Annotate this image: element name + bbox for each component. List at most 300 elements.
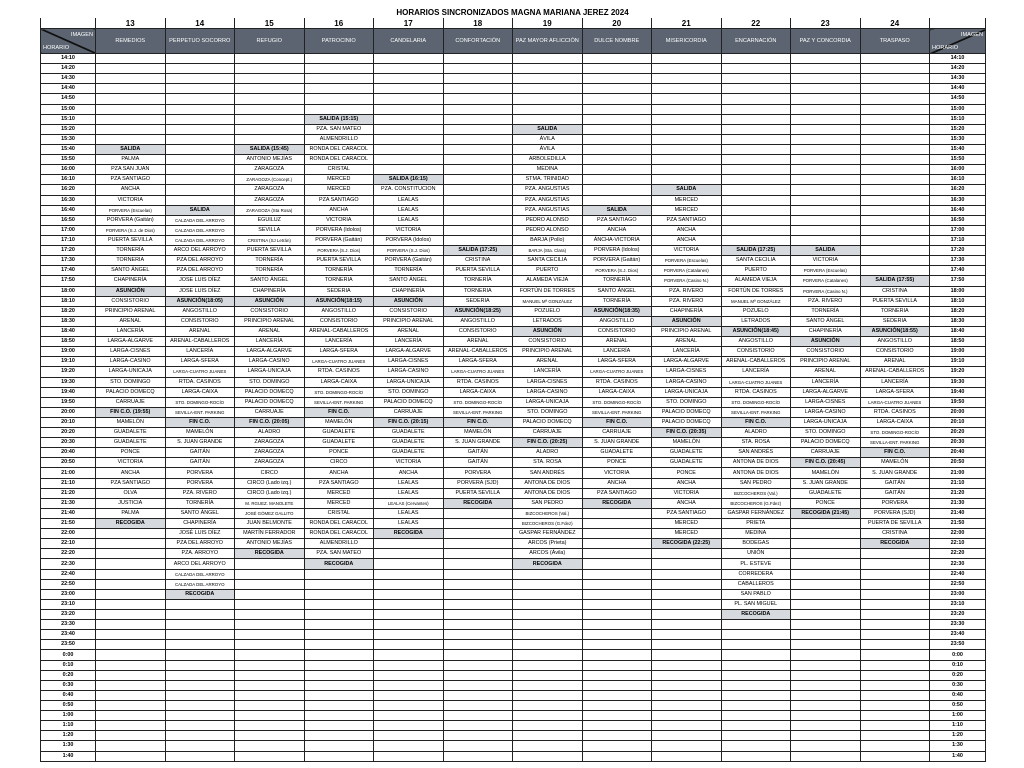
time-label-left: 20:30	[41, 438, 96, 448]
schedule-cell: CHAPINERÍA	[165, 519, 235, 529]
schedule-cell: SEVILLA-ENT. PARKING	[860, 438, 930, 448]
schedule-cell: STO. DOMINGO	[235, 377, 305, 387]
schedule-cell: RTDA. CASINOS	[860, 407, 930, 417]
empty-cell	[513, 54, 583, 64]
schedule-cell: PZA DEL ARROYO	[165, 256, 235, 266]
time-row	[41, 144, 986, 154]
schedule-cell: SANTA CECILIA	[721, 256, 791, 266]
empty-cell	[374, 165, 444, 175]
schedule-cell: CIRCO (Lado izq.)	[235, 488, 305, 498]
empty-cell	[96, 650, 166, 660]
schedule-cell: LANCERÍA	[652, 347, 722, 357]
empty-cell	[860, 74, 930, 84]
schedule-cell: TORNERÍA	[791, 306, 861, 316]
schedule-cell: CONSISTORIO	[165, 316, 235, 326]
time-label-right: 22:30	[930, 559, 986, 569]
time-label-right: 18:00	[930, 286, 986, 296]
empty-cell	[652, 680, 722, 690]
empty-cell	[235, 670, 305, 680]
schedule-cell: PRINCIPIO ARENAL	[235, 316, 305, 326]
schedule-cell: ARCO DEL ARROYO	[165, 559, 235, 569]
schedule-cell: ZARAGOZA	[235, 185, 305, 195]
empty-cell	[721, 701, 791, 711]
schedule-cell: STO. DOMINGO-ROCÍO	[721, 397, 791, 407]
empty-cell	[374, 104, 444, 114]
empty-cell	[96, 124, 166, 134]
empty-cell	[96, 94, 166, 104]
empty-cell	[513, 579, 583, 589]
schedule-cell: PL. ESTEVE	[721, 559, 791, 569]
schedule-cell: PORVERA (Casino N.)	[652, 276, 722, 286]
empty-cell	[652, 124, 722, 134]
schedule-cell: SANTO ÁNGEL	[235, 276, 305, 286]
time-row	[41, 428, 986, 438]
time-label-right: 14:20	[930, 64, 986, 74]
empty-cell	[235, 721, 305, 731]
schedule-cell: PZA SANTIAGO	[96, 478, 166, 488]
schedule-cell: LEALAS	[374, 519, 444, 529]
empty-cell	[513, 610, 583, 620]
schedule-cell: MAMELÓN	[791, 468, 861, 478]
schedule-cell: PUERTA DE SEVILLA	[860, 519, 930, 529]
schedule-cell: RONDA DEL CARACOL	[304, 529, 374, 539]
column-name: ENCARNACIÓN	[721, 29, 791, 54]
schedule-cell: ANTONIO MEJÍAS	[235, 539, 305, 549]
empty-cell	[165, 741, 235, 751]
time-row	[41, 104, 986, 114]
time-label-right: 23:40	[930, 630, 986, 640]
empty-cell	[374, 630, 444, 640]
empty-cell	[235, 579, 305, 589]
empty-cell	[860, 640, 930, 650]
schedule-cell: PZA SANTIAGO	[96, 175, 166, 185]
column-name: TRASPASO	[860, 29, 930, 54]
schedule-cell: ALADRO	[513, 448, 583, 458]
schedule-cell: LARGA-CAIXA	[860, 417, 930, 427]
schedule-cell: LARGA-SFERA	[443, 357, 513, 367]
time-label-left: 18:40	[41, 326, 96, 336]
schedule-cell: CONSISTORIO	[582, 326, 652, 336]
time-row	[41, 205, 986, 215]
column-name: REMEDIOS	[96, 29, 166, 54]
schedule-cell: LANCERÍA	[513, 367, 583, 377]
empty-cell	[721, 134, 791, 144]
schedule-cell: ARENAL	[443, 337, 513, 347]
schedule-cell: SAN PEDRO	[513, 498, 583, 508]
empty-cell	[443, 559, 513, 569]
schedule-cell: CIRCO (Lado izq.)	[235, 478, 305, 488]
empty-cell	[860, 84, 930, 94]
schedule-cell: ANCHA	[304, 205, 374, 215]
schedule-cell: SEVILLA-ENT. PARKING	[165, 407, 235, 417]
schedule-cell: TORNERÍA	[582, 276, 652, 286]
column-number: 17	[374, 18, 444, 29]
empty-cell	[235, 690, 305, 700]
schedule-cell: PONCE	[791, 498, 861, 508]
schedule-cell: PORVERA (Catalanes)	[652, 266, 722, 276]
schedule-cell: RONDA DEL CARACOL	[304, 144, 374, 154]
schedule-cell: ARENAL-CABALLEROS	[443, 347, 513, 357]
empty-cell	[652, 731, 722, 741]
schedule-cell: STO. DOMINGO-ROCÍO	[165, 397, 235, 407]
schedule-cell: MERCED	[652, 529, 722, 539]
schedule-cell: SEVILLA	[235, 225, 305, 235]
schedule-cell: GUADALETE	[304, 438, 374, 448]
schedule-cell: LARGA-CUATRO JUANES	[165, 367, 235, 377]
empty-cell	[860, 579, 930, 589]
empty-cell	[443, 599, 513, 609]
schedule-cell: STO. DOMINGO-ROCÍO	[304, 387, 374, 397]
empty-cell	[721, 650, 791, 660]
schedule-cell: PUERTA SEVILLA	[96, 235, 166, 245]
empty-cell	[791, 610, 861, 620]
time-label-right: 18:30	[930, 316, 986, 326]
time-row	[41, 306, 986, 316]
schedule-cell: CONSISTORIO	[860, 347, 930, 357]
schedule-cell: PORVERA (Gaitán)	[582, 256, 652, 266]
time-row	[41, 215, 986, 225]
time-label-left: 22:30	[41, 559, 96, 569]
schedule-cell: FIN C.O.	[582, 417, 652, 427]
empty-cell	[582, 175, 652, 185]
schedule-cell: CARRUAJE	[582, 428, 652, 438]
time-row	[41, 377, 986, 387]
schedule-cell: ZARAGOZA	[235, 195, 305, 205]
schedule-cell: GUADALETE	[652, 458, 722, 468]
empty-cell	[860, 721, 930, 731]
schedule-cell: MERCED	[652, 519, 722, 529]
time-row	[41, 670, 986, 680]
schedule-cell: S. JUAN GRANDE	[165, 438, 235, 448]
empty-cell	[165, 670, 235, 680]
schedule-cell: CIRCO	[235, 468, 305, 478]
empty-cell	[235, 640, 305, 650]
empty-cell	[791, 175, 861, 185]
time-label-left: 17:20	[41, 246, 96, 256]
schedule-cell: ASUNCIÓN	[374, 296, 444, 306]
time-label-right: 20:30	[930, 438, 986, 448]
column-name: PAZ MAYOR AFLICCIÓN	[513, 29, 583, 54]
schedule-cell: SAN ANDRÉS	[513, 468, 583, 478]
column-number: 24	[860, 18, 930, 29]
time-label-right: 23:20	[930, 610, 986, 620]
empty-cell	[721, 94, 791, 104]
empty-cell	[443, 205, 513, 215]
schedule-cell: MERCED	[304, 185, 374, 195]
empty-cell	[791, 680, 861, 690]
schedule-cell: ALAMEDA VIEJA	[513, 276, 583, 286]
time-row	[41, 367, 986, 377]
time-label-right: 20:20	[930, 428, 986, 438]
time-row	[41, 84, 986, 94]
empty-cell	[165, 155, 235, 165]
schedule-cell: RECOGIDA	[304, 559, 374, 569]
time-label-right: 0:20	[930, 670, 986, 680]
schedule-cell: ANGOSTILLO	[721, 337, 791, 347]
empty-cell	[860, 94, 930, 104]
time-label-right: 20:50	[930, 458, 986, 468]
empty-cell	[721, 74, 791, 84]
schedule-cell: ARENAL	[165, 326, 235, 336]
schedule-cell: PZA. ANGUSTIAS	[513, 185, 583, 195]
schedule-cell: BIZCOCHEROS (G.Fdez)	[721, 498, 791, 508]
schedule-cell: LARGA-CASINO	[513, 387, 583, 397]
schedule-cell: ASUNCIÓN(18:45)	[721, 326, 791, 336]
empty-cell	[513, 711, 583, 721]
time-row	[41, 407, 986, 417]
empty-cell	[791, 134, 861, 144]
empty-cell	[791, 519, 861, 529]
schedule-cell: ASUNCIÓN	[96, 286, 166, 296]
empty-cell	[860, 215, 930, 225]
empty-cell	[791, 731, 861, 741]
schedule-cell: RECOGIDA	[582, 498, 652, 508]
empty-cell	[304, 630, 374, 640]
empty-cell	[304, 64, 374, 74]
schedule-cell: PORVERA (Escuelas)	[96, 205, 166, 215]
empty-cell	[96, 54, 166, 64]
time-row	[41, 468, 986, 478]
time-label-left: 0:20	[41, 670, 96, 680]
empty-cell	[860, 165, 930, 175]
time-label-left: 15:00	[41, 104, 96, 114]
schedule-cell: JOSÉ LUIS DÍEZ	[165, 529, 235, 539]
time-row	[41, 357, 986, 367]
empty-cell	[721, 630, 791, 640]
schedule-cell: SALIDA (17:25)	[721, 246, 791, 256]
time-label-left: 16:20	[41, 185, 96, 195]
time-label-right: 19:10	[930, 357, 986, 367]
schedule-cell: LARGA-CAIXA	[165, 387, 235, 397]
schedule-cell: GAITÁN	[860, 478, 930, 488]
time-label-left: 21:40	[41, 508, 96, 518]
empty-cell	[443, 610, 513, 620]
time-label-left: 15:30	[41, 134, 96, 144]
empty-cell	[652, 569, 722, 579]
empty-cell	[96, 84, 166, 94]
empty-cell	[235, 84, 305, 94]
empty-cell	[652, 741, 722, 751]
empty-cell	[96, 670, 166, 680]
time-label-right: 16:10	[930, 175, 986, 185]
empty-cell	[374, 620, 444, 630]
schedule-cell: FIN C.O. (20:35)	[652, 428, 722, 438]
schedule-cell: LARGA-UNICAJA	[513, 397, 583, 407]
schedule-cell: PALACIO DOMECQ	[513, 417, 583, 427]
schedule-cell: LARGA-CUATRO JUANES	[443, 367, 513, 377]
schedule-cell: PORVERA (Idolos)	[304, 225, 374, 235]
schedule-cell: LARGA-CAIXA	[582, 387, 652, 397]
schedule-cell: ARENAL-CABALLEROS	[165, 337, 235, 347]
time-row	[41, 620, 986, 630]
schedule-cell: PZA SANTIAGO	[304, 478, 374, 488]
empty-cell	[235, 680, 305, 690]
empty-cell	[652, 559, 722, 569]
schedule-cell: FIN C.O. (20:15)	[374, 417, 444, 427]
empty-cell	[652, 670, 722, 680]
schedule-cell: PONCE	[304, 448, 374, 458]
schedule-cell: PEDRO ALONSO	[513, 215, 583, 225]
schedule-cell: PZA. RIVERO	[791, 296, 861, 306]
empty-cell	[165, 630, 235, 640]
empty-cell	[96, 741, 166, 751]
time-label-right: 22:00	[930, 529, 986, 539]
time-label-left: 23:10	[41, 599, 96, 609]
schedule-cell: CALZADA DEL ARROYO	[165, 225, 235, 235]
time-label-left: 19:00	[41, 347, 96, 357]
empty-cell	[791, 650, 861, 660]
time-label-left: 21:00	[41, 468, 96, 478]
empty-cell	[443, 185, 513, 195]
empty-cell	[304, 74, 374, 84]
time-label-right: 19:30	[930, 377, 986, 387]
empty-cell	[235, 711, 305, 721]
schedule-cell: LARGA-CISNES	[96, 347, 166, 357]
schedule-cell: ANGOSTILLO	[860, 337, 930, 347]
time-label-left: 21:10	[41, 478, 96, 488]
time-row	[41, 276, 986, 286]
empty-cell	[443, 620, 513, 630]
time-label-left: 17:50	[41, 276, 96, 286]
empty-cell	[96, 549, 166, 559]
schedule-cell: PORVERA (Gaitán)	[304, 235, 374, 245]
empty-cell	[443, 54, 513, 64]
empty-cell	[721, 235, 791, 245]
time-label-right: 22:50	[930, 579, 986, 589]
empty-cell	[721, 114, 791, 124]
empty-cell	[860, 246, 930, 256]
empty-cell	[443, 711, 513, 721]
schedule-cell: TORNERÍA	[304, 266, 374, 276]
time-row	[41, 498, 986, 508]
empty-cell	[96, 680, 166, 690]
empty-cell	[96, 114, 166, 124]
schedule-cell: SALIDA (17:55)	[860, 276, 930, 286]
empty-cell	[443, 114, 513, 124]
time-label-right: 22:20	[930, 549, 986, 559]
empty-cell	[374, 64, 444, 74]
schedule-cell: VICTORIA	[96, 195, 166, 205]
schedule-cell: RECOGIDA	[374, 529, 444, 539]
table-header	[41, 18, 986, 54]
empty-cell	[304, 94, 374, 104]
empty-cell	[582, 144, 652, 154]
empty-cell	[721, 165, 791, 175]
empty-cell	[791, 165, 861, 175]
schedule-cell: ASUNCIÓN(18:15)	[304, 296, 374, 306]
schedule-cell: ARENAL	[652, 337, 722, 347]
schedule-cell: GUADALETE	[96, 428, 166, 438]
empty-cell	[582, 134, 652, 144]
schedule-cell: VICTORIA	[96, 458, 166, 468]
time-label-left: 23:20	[41, 610, 96, 620]
schedule-cell: RTDA. CASINOS	[304, 367, 374, 377]
empty-cell	[791, 741, 861, 751]
empty-cell	[374, 640, 444, 650]
empty-cell	[513, 670, 583, 680]
schedule-cell: LANCERÍA	[721, 367, 791, 377]
time-row	[41, 660, 986, 670]
corner-right-top: IMAGEN	[960, 32, 983, 38]
corner-left-bottom: HORARIO	[43, 44, 70, 51]
empty-cell	[443, 124, 513, 134]
empty-cell	[443, 225, 513, 235]
schedule-cell: ANCHA	[582, 225, 652, 235]
empty-cell	[652, 64, 722, 74]
time-row	[41, 246, 986, 256]
schedule-cell: LARGA-CISNES	[791, 397, 861, 407]
schedule-cell: STO. DOMINGO-ROCÍO	[443, 397, 513, 407]
empty-cell	[96, 579, 166, 589]
time-label-left: 21:50	[41, 519, 96, 529]
empty-cell	[791, 225, 861, 235]
empty-cell	[304, 701, 374, 711]
time-row	[41, 690, 986, 700]
schedule-cell: PORVERA (Idolos)	[374, 235, 444, 245]
empty-cell	[374, 155, 444, 165]
empty-cell	[860, 195, 930, 205]
column-number: 19	[513, 18, 583, 29]
time-label-left: 22:10	[41, 539, 96, 549]
column-name: DULCE NOMBRE	[582, 29, 652, 54]
schedule-cell: RECOGIDA	[235, 549, 305, 559]
empty-cell	[721, 660, 791, 670]
schedule-cell: LEALAS (Cervantes)	[374, 498, 444, 508]
time-row	[41, 155, 986, 165]
schedule-cell: GUADALETE	[304, 428, 374, 438]
schedule-cell: TORNERÍA	[374, 266, 444, 276]
empty-cell	[96, 620, 166, 630]
schedule-cell: M. RGUEZ. MANOLETE	[235, 498, 305, 508]
time-label-right: 1:40	[930, 751, 986, 761]
empty-cell	[443, 630, 513, 640]
empty-cell	[860, 155, 930, 165]
schedule-cell: FIN C.O.	[443, 417, 513, 427]
empty-cell	[374, 599, 444, 609]
time-label-right: 21:10	[930, 478, 986, 488]
time-label-left: 16:30	[41, 195, 96, 205]
schedule-cell: LARGA-UNICAJA	[96, 367, 166, 377]
empty-cell	[443, 549, 513, 559]
empty-cell	[374, 670, 444, 680]
time-row	[41, 701, 986, 711]
empty-cell	[304, 680, 374, 690]
empty-cell	[721, 84, 791, 94]
empty-cell	[791, 64, 861, 74]
schedule-cell: LANCERÍA	[96, 326, 166, 336]
schedule-cell: LEALAS	[374, 205, 444, 215]
empty-cell	[791, 235, 861, 245]
time-row	[41, 680, 986, 690]
empty-cell	[304, 579, 374, 589]
schedule-cell: ARENAL-CABALLEROS	[304, 326, 374, 336]
empty-cell	[513, 731, 583, 741]
time-row	[41, 539, 986, 549]
time-label-right: 17:30	[930, 256, 986, 266]
schedule-sheet	[40, 7, 985, 762]
schedule-cell: PORVERA (SJD)	[860, 508, 930, 518]
schedule-cell: FIN C.O.	[304, 407, 374, 417]
empty-cell	[791, 640, 861, 650]
schedule-cell: CHAPINERÍA	[652, 306, 722, 316]
empty-cell	[443, 589, 513, 599]
schedule-cell: TORNERÍA	[443, 276, 513, 286]
schedule-cell: LARGA-CUATRO JUANES	[582, 367, 652, 377]
empty-cell	[721, 104, 791, 114]
time-label-right: 0:30	[930, 680, 986, 690]
time-label-left: 20:20	[41, 428, 96, 438]
empty-cell	[860, 620, 930, 630]
